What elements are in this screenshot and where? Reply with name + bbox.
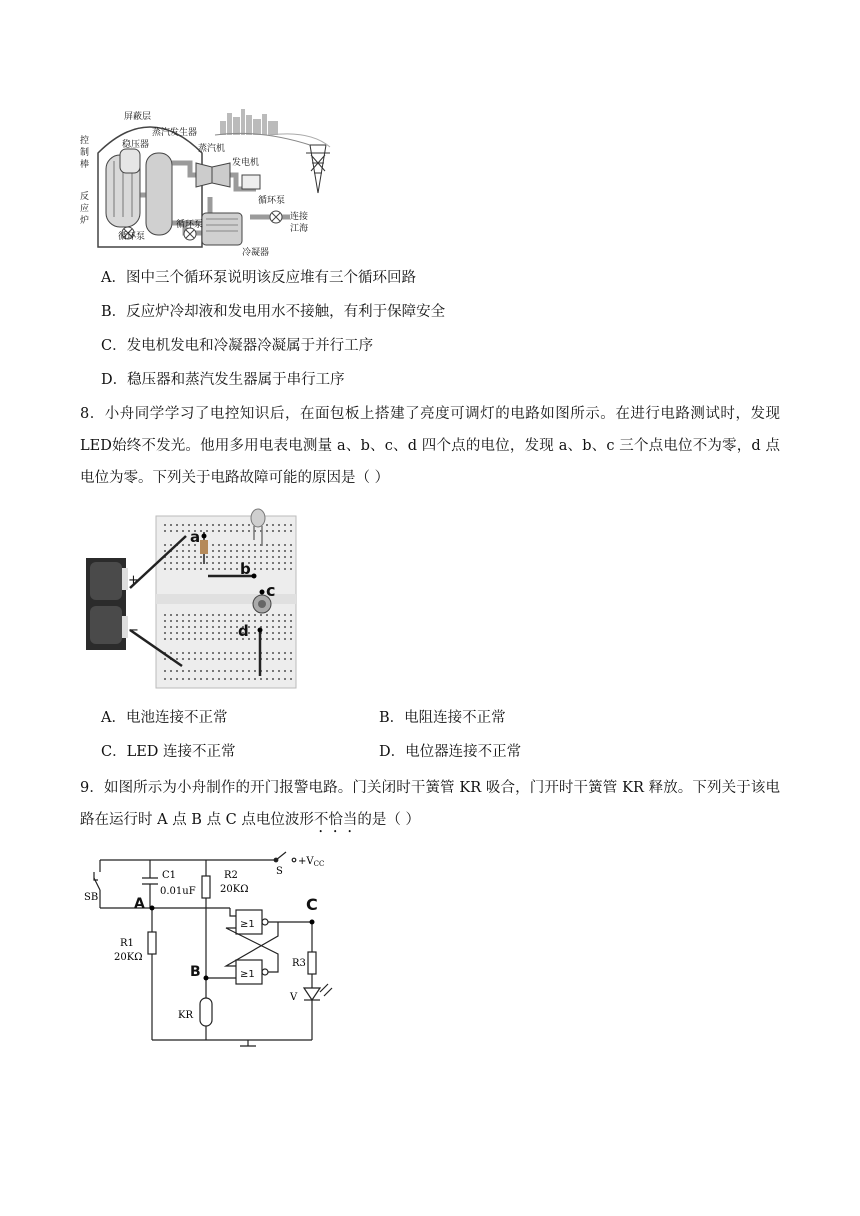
- q8-option-b[interactable]: B．电阻连接不正常: [379, 710, 506, 726]
- plus-label: +: [128, 573, 139, 588]
- label-stabilizer: 稳压器: [122, 140, 150, 150]
- q8-option-a[interactable]: A．电池连接不正常: [101, 710, 228, 726]
- q9-stem-tail: 的是（ ）: [357, 812, 420, 828]
- r3-label: R3: [292, 958, 306, 969]
- q9-stem-main: 9．如图所示为小舟制作的开门报警电路。门关闭时干簧管 KR 吸合，门开时干簧管 KR 释放。下列关于该电路在运行时 A 点 B 点 C 点电位波形: [80, 780, 780, 828]
- point-c-label: C: [306, 895, 318, 914]
- v-label: V: [290, 992, 298, 1003]
- label-shield: 屏蔽层: [124, 112, 152, 122]
- alarm-circuit-figure: [80, 848, 370, 1054]
- point-a-label: a: [190, 528, 201, 546]
- minus-label: −: [128, 623, 139, 638]
- vcc-label: $+V_{CC}$: [298, 856, 325, 868]
- c1-value: 0.01uF: [160, 886, 196, 897]
- label-pump-1: 循环泵: [118, 232, 146, 242]
- gate1-symbol: ≥1: [240, 919, 255, 930]
- label-reactor: 反: [80, 192, 90, 202]
- point-b-label: B: [190, 964, 201, 980]
- label-pump-3: 循环泵: [258, 196, 286, 206]
- c1-label: C1: [162, 870, 177, 881]
- svg-text:应: 应: [80, 204, 90, 214]
- label-connect: 连接: [290, 212, 309, 222]
- point-d-label: d: [238, 622, 249, 640]
- q7-option-d[interactable]: D．稳压器和蒸汽发生器属于串行工序: [101, 372, 345, 388]
- point-b-label: b: [240, 560, 251, 578]
- svg-text:江海: 江海: [290, 224, 309, 234]
- point-a-label: A: [134, 896, 145, 912]
- sb-label: SB: [84, 892, 99, 903]
- q7-option-c[interactable]: C．发电机发电和冷凝器冷凝属于并行工序: [101, 338, 374, 354]
- q9-stem: [80, 772, 780, 836]
- gate2-symbol: ≥1: [240, 969, 255, 980]
- point-c-label: c: [266, 581, 276, 600]
- kr-label: KR: [178, 1010, 193, 1021]
- r2-value: 20KΩ: [220, 884, 249, 895]
- label-condenser: 冷凝器: [242, 248, 270, 257]
- svg-text:炉: 炉: [80, 216, 90, 226]
- label-control-rod-1: 控: [80, 136, 90, 146]
- r2-label: R2: [224, 870, 238, 881]
- q8-stem: 8．小舟同学学习了电控知识后，在面包板上搭建了亮度可调灯的电路如图所示。在进行电路测试时，发现LED始终不发光。他用多用电表电测量 a、b、c、d 四个点的电位，发现 a、b、c 三个点电位不为零，d 点电位为零。下列关于电路故障可能的原因是（ ）: [80, 406, 780, 486]
- label-steam-engine: 蒸汽机: [198, 144, 226, 154]
- label-steam-generator: 蒸汽发生器: [152, 128, 198, 138]
- q7-option-a[interactable]: A．图中三个循环泵说明该反应堆有三个循环回路: [101, 270, 416, 286]
- s-label: S: [276, 866, 283, 877]
- r1-value: 20KΩ: [114, 952, 143, 963]
- q8-option-d[interactable]: D．电位器连接不正常: [379, 744, 522, 760]
- label-pump-2: 循环泵: [176, 220, 204, 230]
- q7-option-b[interactable]: B．反应炉冷却液和发电用水不接触，有利于保障安全: [101, 304, 446, 320]
- svg-text:制: 制: [80, 148, 90, 158]
- r1-label: R1: [120, 938, 134, 949]
- breadboard-figure: [86, 506, 298, 690]
- q9-stem-emphasis: 不恰当: [313, 812, 358, 828]
- nuclear-plant-figure: [80, 105, 340, 257]
- label-generator: 发电机: [232, 158, 260, 168]
- q8-option-c[interactable]: C．LED 连接不正常: [101, 744, 236, 760]
- svg-text:棒: 棒: [80, 160, 90, 170]
